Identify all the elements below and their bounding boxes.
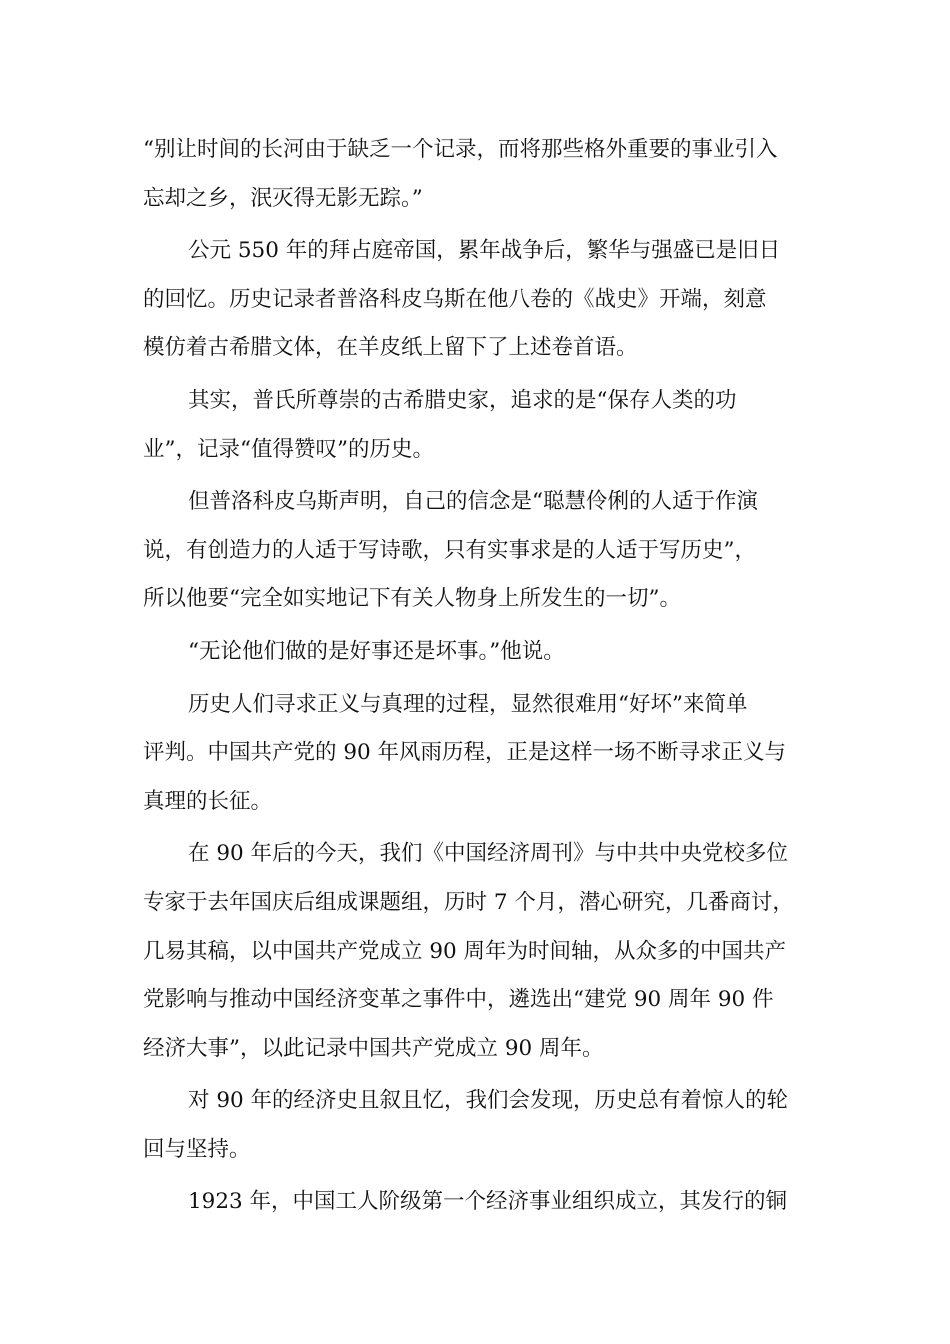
- text-line: 真理的长征。: [143, 788, 273, 814]
- text-line: 几易其稿，以中国共产党成立 90 周年为时间轴，从众多的中国共产: [143, 938, 787, 964]
- paragraph: [143, 227, 818, 373]
- paragraph: [143, 478, 818, 624]
- text-line: 评判。中国共产党的 90 年风雨历程，正是这样一场不断寻求正义与: [143, 740, 787, 766]
- text-line: 公元 550 年的拜占庭帝国，累年战争后，繁华与强盛已是旧日: [188, 238, 781, 264]
- text-line: 其实，普氏所尊崇的古希腊史家，追求的是“保存人类的功: [188, 387, 737, 413]
- text-line: 业”，记录“值得赞叹”的历史。: [143, 436, 434, 462]
- text-line: 经济大事”，以此记录中国共产党成立 90 周年。: [143, 1035, 604, 1061]
- text-line: 模仿着古希腊文体，在羊皮纸上留下了上述卷首语。: [143, 335, 638, 361]
- text-line: 忘却之乡，泯灭得无影无踪。”: [143, 185, 423, 211]
- text-line: 党影响与推动中国经济变革之事件中，遴选出“建党 90 周年 90 件: [143, 987, 774, 1013]
- text-line: 在 90 年后的今天，我们《中国经济周刊》与中共中央党校多位: [188, 841, 789, 867]
- paragraph: [143, 628, 818, 677]
- text-line: 的回忆。历史记录者普洛科皮乌斯在他八卷的《战史》开端，刻意: [143, 286, 767, 312]
- text-line: 专家于去年国庆后组成课题组，历时 7 个月，潜心研究，几番商讨，: [143, 889, 794, 915]
- text-line: 1923 年，中国工人阶级第一个经济事业组织成立，其发行的铜: [188, 1189, 788, 1215]
- text-line: 说，有创造力的人适于写诗歌，只有实事求是的人适于写历史”，: [143, 537, 756, 563]
- text-line: 所以他要“完全如实地记下有关人物身上所发生的一切”。: [143, 586, 681, 612]
- text-line: 但普洛科皮乌斯声明，自己的信念是“聪慧伶俐的人适于作演: [188, 489, 758, 515]
- document-body: [143, 126, 818, 1227]
- paragraph: [143, 681, 818, 827]
- paragraph: [143, 1178, 818, 1227]
- text-line: “别让时间的长河由于缺乏一个记录，而将那些格外重要的事业引入: [143, 137, 778, 162]
- paragraph: [143, 830, 818, 1073]
- text-line: 对 90 年的经济史且叙且忆，我们会发现，历史总有着惊人的轮: [188, 1088, 789, 1114]
- paragraph: [143, 377, 818, 474]
- text-line: 回与坚持。: [143, 1136, 251, 1162]
- paragraph: [143, 1077, 818, 1174]
- text-line: “无论他们做的是好事还是坏事。”他说。: [188, 638, 565, 664]
- paragraph: [143, 126, 818, 223]
- text-line: 历史人们寻求正义与真理的过程，显然很难用“好坏”来简单: [188, 691, 748, 717]
